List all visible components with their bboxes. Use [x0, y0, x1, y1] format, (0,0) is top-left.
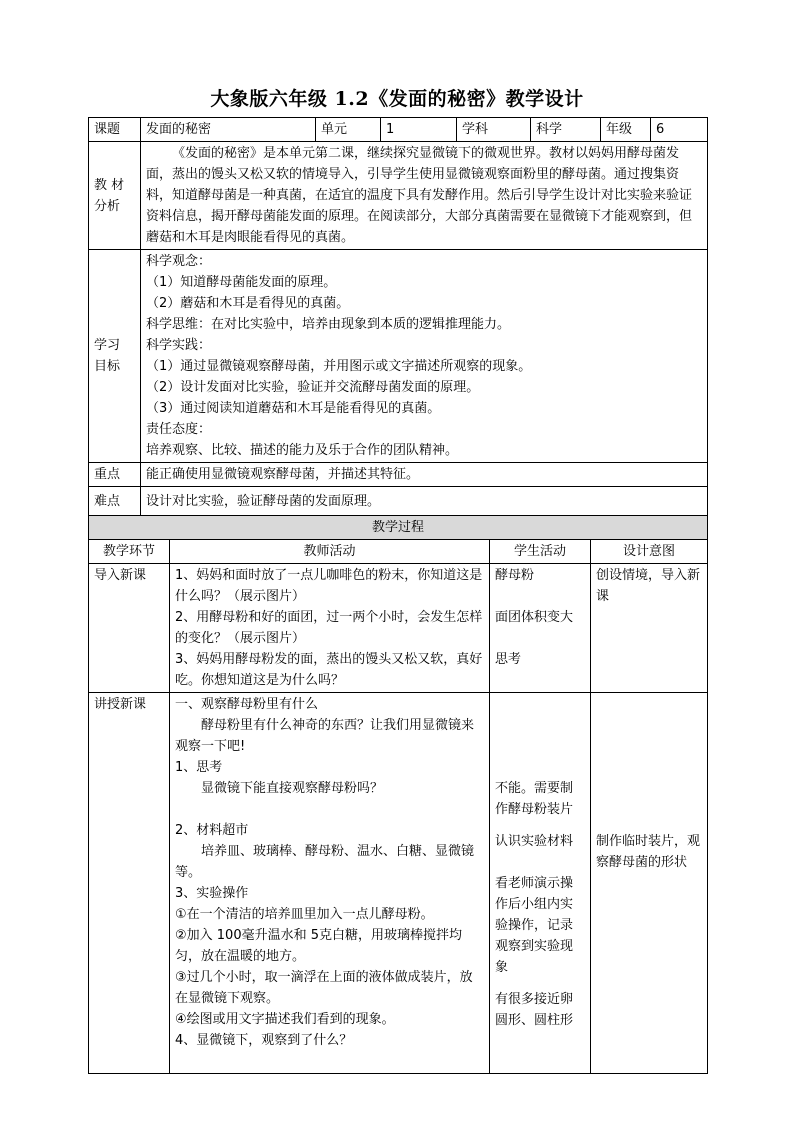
intro-student-activities: [490, 564, 591, 693]
student-activity: 看老师演示操作后小组内实验操作，记录观察到实验现象: [495, 876, 574, 975]
teacher-activity: ④绘图或用文字描述我们看到的现象。: [175, 1012, 395, 1027]
lecture-student-activities: [490, 693, 591, 1074]
teacher-activity: 4、显微镜下，观察到了什么？: [175, 1033, 353, 1048]
objective-line: （1）通过显微镜观察酵母菌，并用图示或文字描述所观察的现象。: [146, 359, 532, 374]
objective-line: 责任态度：: [146, 422, 212, 437]
teacher-activity: ②加入 100毫升温水和 5克白糖，用玻璃棒搅拌均匀，放在温暖的地方。: [175, 928, 463, 964]
teacher-activity: 1、妈妈和面时放了一点儿咖啡色的粉末，你知道这是什么吗？（展示图片）: [175, 568, 483, 604]
info-row: [89, 118, 708, 142]
teacher-activity: 2、材料超市: [175, 823, 249, 838]
intro-row: [89, 564, 708, 693]
teacher-activity: ③过几个小时，取一滴浮在上面的液体做成装片，放在显微镜下观察。: [175, 970, 473, 1006]
col-header-student: 学生活动: [490, 540, 591, 564]
col-header-intent: 设计意图: [591, 540, 708, 564]
spacer: [495, 757, 585, 778]
teacher-activity: 一、观察酵母粉里有什么: [175, 697, 319, 712]
analysis-text: 《发面的秘密》是本单元第二课，继续探究显微镜下的微观世界。教材以妈妈用酵母菌发面，蒸出的馒头又松又软的情境导入，引导学生使用显微镜观察面粉里的酵母菌。通过搜集资料，知道酵母菌是一种真菌，在适宜的温度下具有发酵作用。然后引导学生设计对比实验来验证资料信息，揭开酵母菌能发面的原理。在阅读部分，大部分真菌需要在显微镜下才能观察到，但蘑菇和木耳是肉眼能看得见的真菌。: [141, 142, 708, 250]
objectives-row: [89, 250, 708, 463]
lecture-row: [89, 693, 708, 1074]
objectives-label-line: 目标: [94, 359, 121, 374]
spacer: [175, 1051, 484, 1072]
topic-label: 课题: [89, 118, 141, 142]
analysis-label-line: 分析: [94, 198, 121, 214]
process-header: 教学过程: [89, 516, 708, 540]
objective-line: 科学思维：在对比实验中，培养由现象到本质的逻辑推理能力。: [146, 317, 511, 332]
spacer: [495, 978, 585, 989]
analysis-row: [89, 142, 708, 250]
grade-value: 6: [651, 118, 708, 142]
student-activity: 认识实验材料: [495, 834, 574, 849]
teacher-activity: 3、妈妈用酵母粉发的面，蒸出的馒头又松又软，真好吃。你想知道这是为什么吗？: [175, 652, 483, 688]
objectives-label-line: 学习: [94, 338, 121, 353]
teacher-activity: ①在一个清洁的培养皿里加入一点儿酵母粉。: [175, 907, 434, 922]
student-activity: 酵母粉: [495, 568, 535, 583]
lecture-intent-text: 制作临时装片，观察酵母菌的形状: [596, 834, 701, 870]
lecture-teacher-activities: [170, 693, 490, 1074]
student-activity: 不能。需要制作酵母粉装片: [495, 781, 574, 817]
spacer: [495, 694, 585, 715]
objective-line: （3）通过阅读知道蘑菇和木耳是能看得见的真菌。: [146, 401, 441, 416]
spacer: [175, 799, 484, 820]
column-header-row: [89, 540, 708, 564]
objectives-label: [89, 250, 141, 463]
spacer: [495, 586, 585, 607]
spacer: [495, 715, 585, 736]
objective-line: 科学观念：: [146, 254, 212, 269]
lecture-stage: 讲授新课: [89, 693, 170, 1074]
teacher-activity: 1、思考: [175, 760, 223, 775]
lesson-info-table: [88, 117, 708, 518]
objective-line: （1）知道酵母菌能发面的原理。: [146, 275, 337, 290]
spacer: [596, 799, 702, 820]
teacher-activity: 培养皿、玻璃棒、酵母粉、温水、白糖、显微镜等。: [175, 844, 475, 880]
intro-teacher-activities: [170, 564, 490, 693]
intro-stage: 导入新课: [89, 564, 170, 693]
topic-value: 发面的秘密: [141, 118, 316, 142]
analysis-label-line: 教 材: [94, 177, 125, 193]
teacher-activity: 2、用酵母粉和好的面团，过一两个小时，会发生怎样的变化？（展示图片）: [175, 610, 483, 646]
student-activity: 面团体积变大: [495, 610, 574, 625]
teaching-process-table: [88, 515, 708, 1074]
spacer: [495, 628, 585, 649]
spacer: [596, 757, 702, 778]
student-activity: 思考: [495, 652, 522, 667]
analysis-label: [89, 142, 141, 250]
key-point-row: [89, 463, 708, 487]
spacer: [495, 852, 585, 873]
spacer: [596, 694, 702, 715]
teacher-activity: 显微镜下能直接观察酵母粉吗？: [201, 781, 384, 796]
objectives-text: [141, 250, 708, 463]
document-title: 大象版六年级 1.2《发面的秘密》教学设计: [210, 88, 584, 110]
unit-label: 单元: [316, 118, 381, 142]
spacer: [495, 736, 585, 757]
objective-line: 培养观察、比较、描述的能力及乐于合作的团队精神。: [146, 443, 459, 458]
unit-value: 1: [381, 118, 457, 142]
key-point-text: 能正确使用显微镜观察酵母菌，并描述其特征。: [141, 463, 708, 487]
spacer: [596, 820, 702, 831]
difficulty-row: [89, 487, 708, 518]
student-activity: 有很多接近卵圆形、圆柱形: [495, 992, 574, 1028]
subject-value: 科学: [531, 118, 601, 142]
grade-label: 年级: [601, 118, 651, 142]
spacer: [596, 778, 702, 799]
intro-intent: 创设情境，导入新课: [591, 564, 708, 693]
objective-line: （2）设计发面对比实验，验证并交流酵母菌发面的原理。: [146, 380, 480, 395]
objective-line: （2）蘑菇和木耳是看得见的真菌。: [146, 296, 350, 311]
subject-label: 学科: [457, 118, 531, 142]
spacer: [596, 715, 702, 736]
teacher-activity: 酵母粉里有什么神奇的东西？让我们用显微镜来观察一下吧!: [175, 718, 475, 754]
objective-line: 科学实践：: [146, 338, 212, 353]
teacher-activity: 3、实验操作: [175, 886, 249, 901]
spacer: [596, 736, 702, 757]
key-point-label: 重点: [89, 463, 141, 487]
lecture-intent: [591, 693, 708, 1074]
process-header-row: [89, 516, 708, 540]
spacer: [495, 820, 585, 831]
difficulty-text: 设计对比实验，验证酵母菌的发面原理。: [141, 487, 708, 518]
difficulty-label: 难点: [89, 487, 141, 518]
col-header-teacher: 教师活动: [170, 540, 490, 564]
col-header-stage: 教学环节: [89, 540, 170, 564]
